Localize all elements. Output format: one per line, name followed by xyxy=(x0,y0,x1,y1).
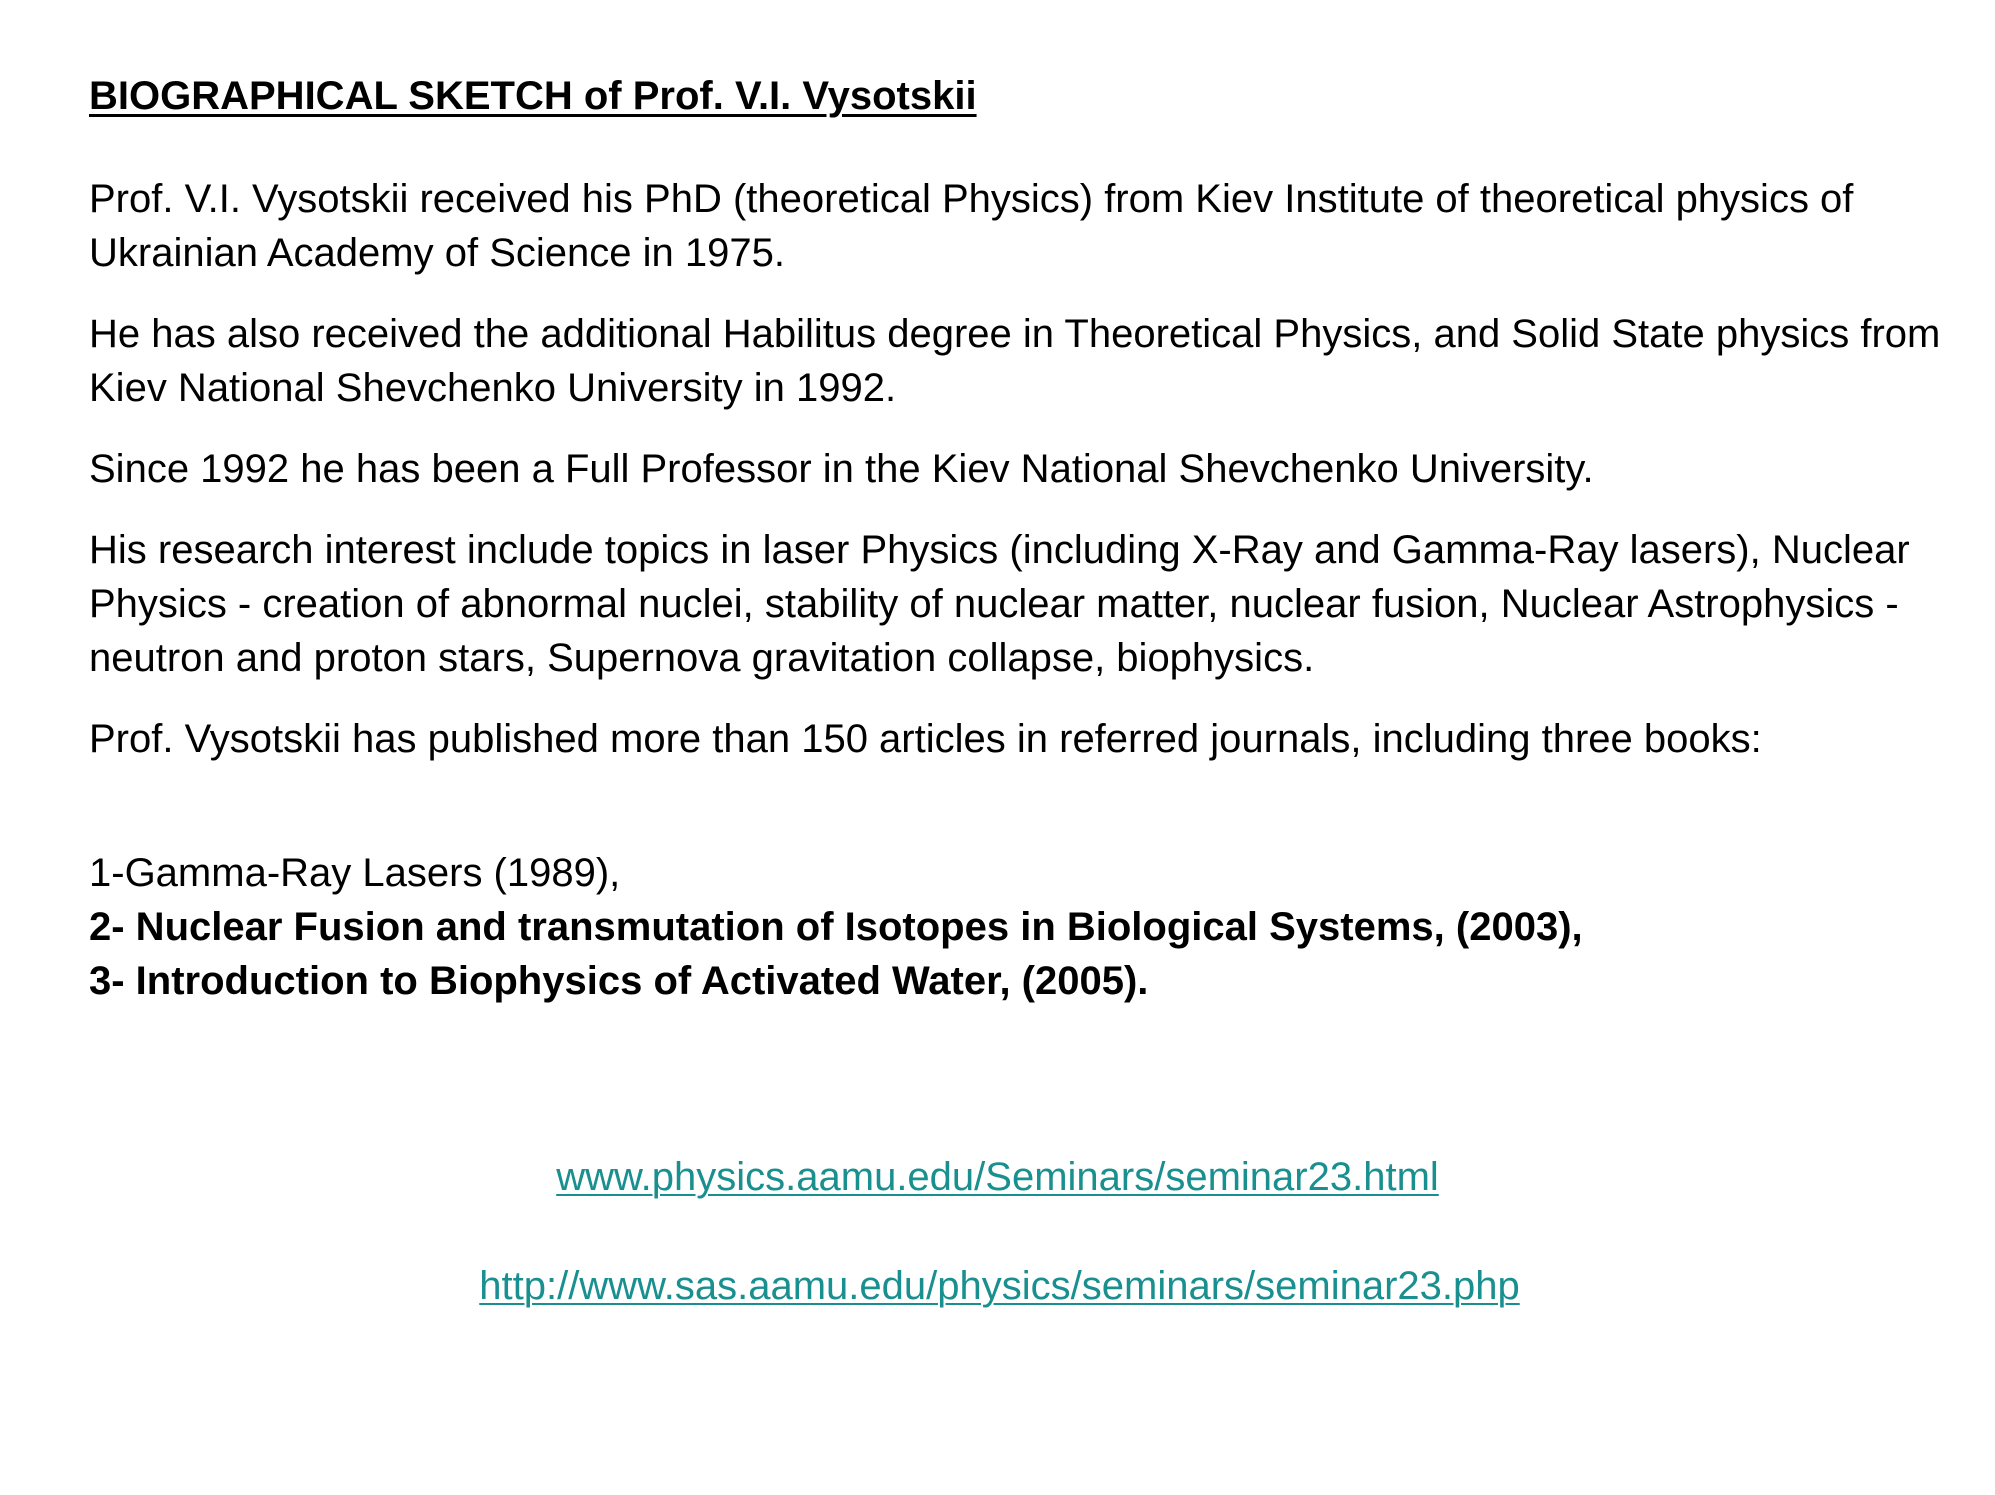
paragraph-professor: Since 1992 he has been a Full Professor in the Kiev National Shevchenko University. xyxy=(89,447,1594,491)
books-list xyxy=(89,846,1949,1008)
links-section xyxy=(0,1150,1995,1368)
book-item-2: 2- Nuclear Fusion and transmutation of Isotopes in Biological Systems, (2003), xyxy=(89,905,1583,949)
paragraph-habilitus: He has also received the additional Habilitus degree in Theoretical Physics, and Solid State physics from Kiev National Shevchenko University in 1992. xyxy=(89,312,1941,410)
seminar-link-sas[interactable]: http://www.sas.aamu.edu/physics/seminars/seminar23.php xyxy=(479,1264,1520,1308)
document-page xyxy=(89,70,1949,1008)
paragraph-research: His research interest include topics in laser Physics (including X-Ray and Gamma-Ray lasers), Nuclear Physics - creation of abnormal nuclei, stability of nuclear matter, nuclear fusion, Nuclear Astrophysics - neutron and proton stars, Supernova gravitation collapse, biophysics. xyxy=(89,528,1910,680)
book-item-3: 3- Introduction to Biophysics of Activated Water, (2005). xyxy=(89,959,1149,1003)
paragraph-publications: Prof. Vysotskii has published more than 150 articles in referred journals, including three books: xyxy=(89,717,1762,761)
book-item-1: 1-Gamma-Ray Lasers (1989), xyxy=(89,851,621,895)
page-title: BIOGRAPHICAL SKETCH of Prof. V.I. Vysotskii xyxy=(89,74,977,118)
paragraph-phd: Prof. V.I. Vysotskii received his PhD (theoretical Physics) from Kiev Institute of theoretical physics of Ukrainian Academy of Science in 1975. xyxy=(89,177,1854,275)
seminar-link-physics[interactable]: www.physics.aamu.edu/Seminars/seminar23.html xyxy=(556,1155,1439,1199)
